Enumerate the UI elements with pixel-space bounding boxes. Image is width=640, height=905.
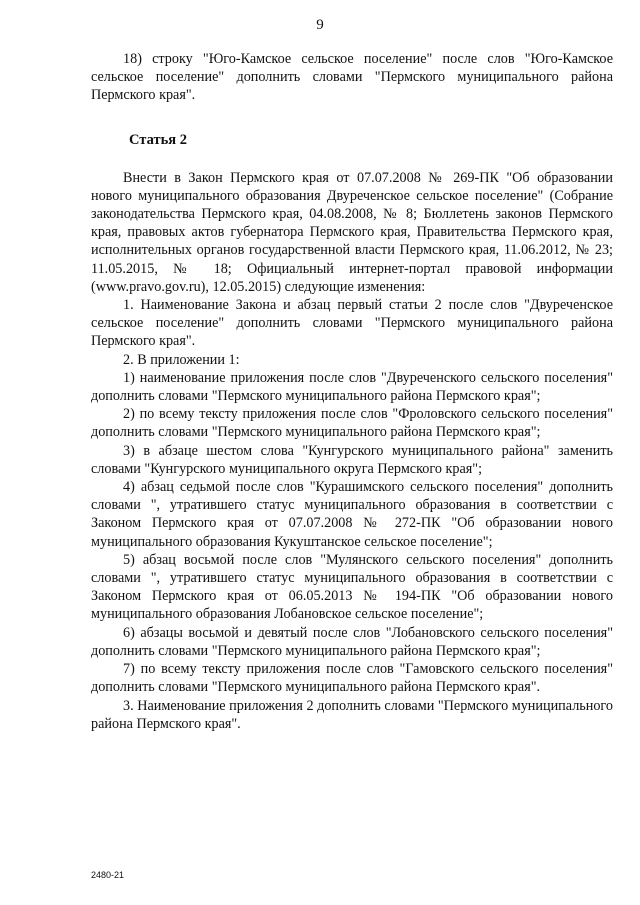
paragraph: 2. В приложении 1: xyxy=(123,351,240,368)
paragraph: 6) абзацы восьмой и девятый после слов "Лобановского сельского поселения" дополнить словами "Пермского муниципального района Пермского края"; xyxy=(91,624,613,659)
paragraph: 4) абзац седьмой после слов "Курашимского сельского поселения" дополнить словами ", утратившего статус муниципального образования в соответствии с Законом Пермского края от 07.07.2008 № 272-ПК "Об образовании нового муниципального образования Кукуштанское сельское поселение"; xyxy=(91,479,613,550)
paragraph: Внести в Закон Пермского края от 07.07.2008 № 269-ПК "Об образовании нового муниципального образования Двуреченское сельское поселение" (Собрание законодательства Пермского края, 04.08.2008, № 8; Бюллетень законов Пермского края, правовых актов губернатора Пермского края, Правительства Пермского края, исполнительных органов государственной власти Пермского края, 11.06.2012, № 23; 11.05.2015, № 18; Официальный интернет-портал правовой информации (www.pravo.gov.ru), 12.05.2015) следующие изменения: xyxy=(91,169,613,295)
paragraph: 1) наименование приложения после слов "Двуреченского сельского поселения" дополнить словами "Пермского муниципального района Пермского края"; xyxy=(91,369,613,405)
paragraph: 18) строку "Юго-Камское сельское поселение" после слов "Юго-Камское сельское поселение" дополнить словами "Пермского муниципального района Пермского края". xyxy=(91,51,613,104)
paragraph: 2) по всему тексту приложения после слов "Фроловского сельского поселения" дополнить словами "Пермского муниципального района Пермского края"; xyxy=(91,406,613,441)
paragraph: 3) в абзаце шестом слова "Кунгурского муниципального района" заменить словами "Кунгурского муниципального округа Пермского края"; xyxy=(91,442,613,477)
paragraph: 3. Наименование приложения 2 дополнить словами "Пермского муниципального района Пермского края". xyxy=(91,697,613,732)
document-body xyxy=(91,50,613,733)
paragraph: 5) абзац восьмой после слов "Мулянского сельского поселения" дополнить словами ", утратившего статус муниципального образования в соответствии с Законом Пермского края от 06.05.2013 № 194-ПК "Об образовании нового муниципального образования Лобановское сельское поселение"; xyxy=(91,551,613,623)
article-heading: Статья 2 xyxy=(129,131,187,148)
paragraph: 7) по всему тексту приложения после слов "Гамовского сельского поселения" дополнить словами "Пермского муниципального района Пермского края". xyxy=(91,661,613,696)
document-code: 2480-21 xyxy=(91,870,125,880)
page-number: 9 xyxy=(316,17,324,33)
paragraph: 1. Наименование Закона и абзац первый статьи 2 после слов "Двуреченское сельское поселение" дополнить словами "Пермского муниципального района Пермского края". xyxy=(91,297,613,350)
